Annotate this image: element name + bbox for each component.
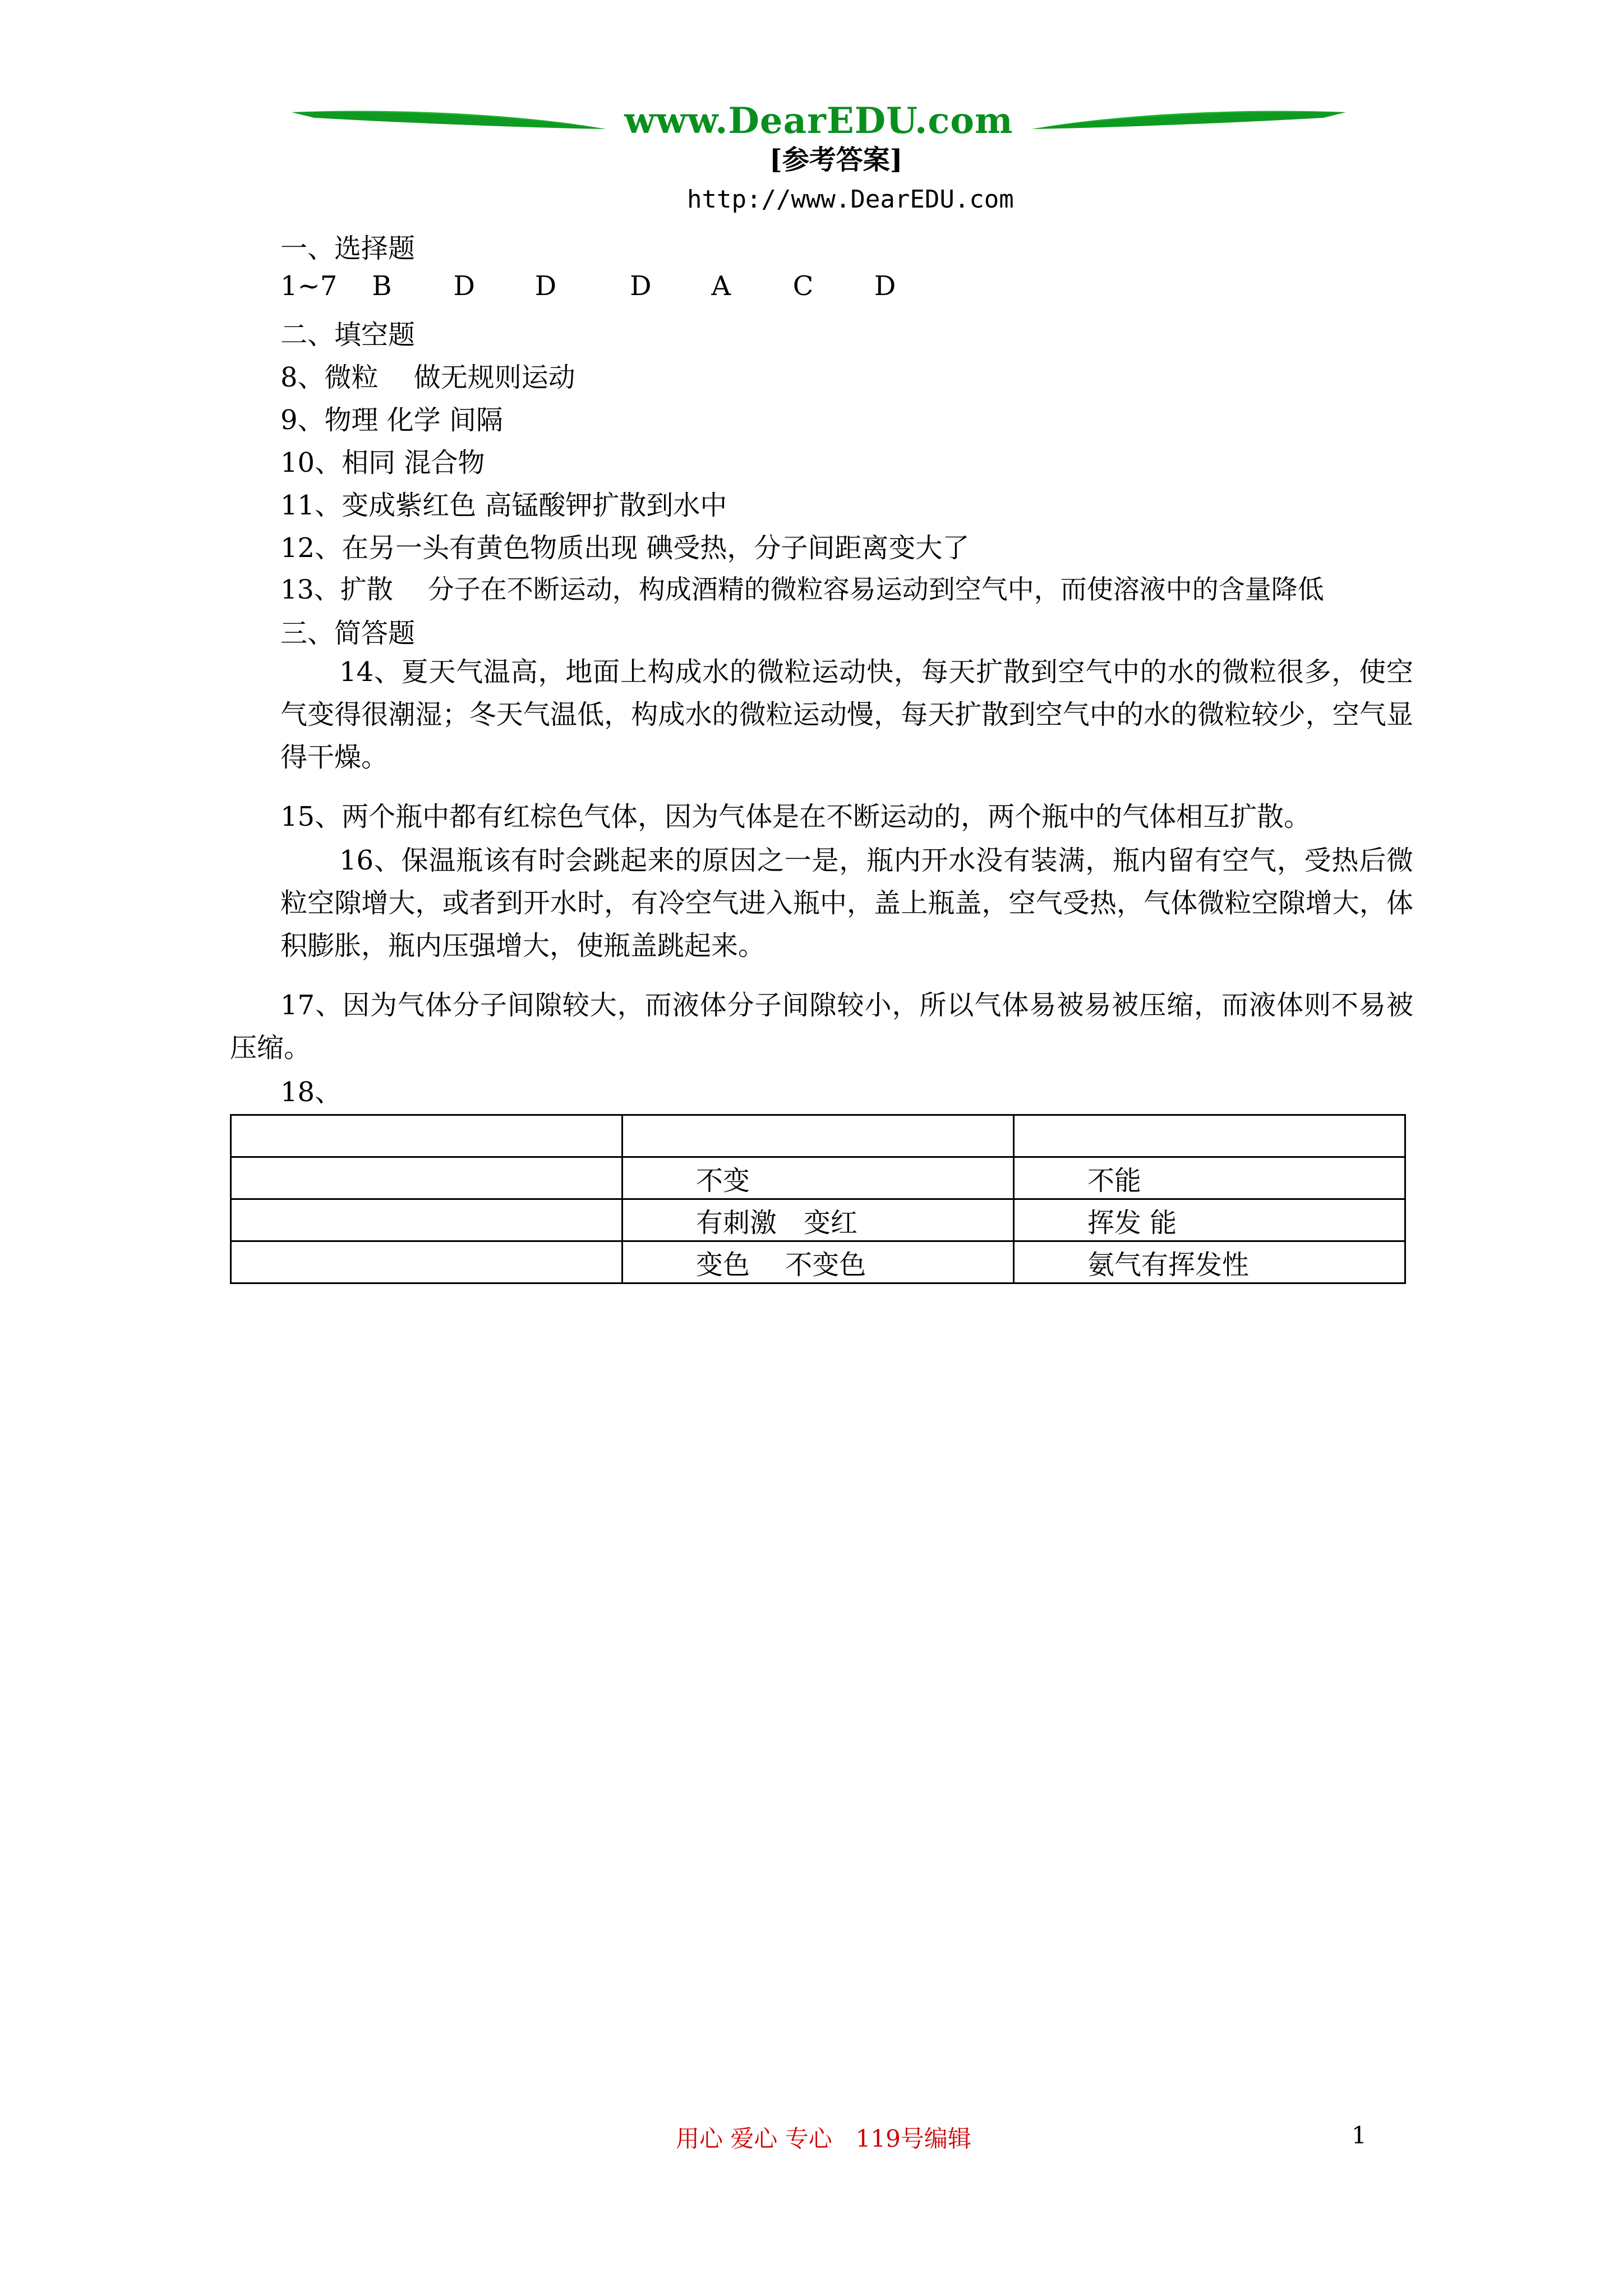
page-title: [参考答案] <box>769 144 903 176</box>
answer-15: 15、两个瓶中都有红棕色气体，因为气体是在不断运动的，两个瓶中的气体相互扩散。 <box>280 801 1311 832</box>
answer-11: 11、变成紫红色 高锰酸钾扩散到水中 <box>280 490 727 521</box>
section-heading-short: 三、简答题 <box>280 618 416 649</box>
table-row <box>231 1199 1405 1241</box>
mc-answer: A <box>711 270 731 302</box>
table-row <box>231 1157 1405 1199</box>
mc-answer: D <box>453 270 476 302</box>
mc-answer: D <box>630 270 652 302</box>
answer-table <box>230 1114 1406 1284</box>
section-heading-fill: 二、填空题 <box>280 319 416 351</box>
source-url: http://www.DearEDU.com <box>687 185 1014 214</box>
footer-text: 用心 爱心 专心 119号编辑 <box>676 2125 971 2152</box>
table-row <box>231 1115 1405 1157</box>
table-cell: 挥发 能 <box>1087 1207 1177 1239</box>
answer-12: 12、在另一头有黄色物质出现 碘受热，分子间距离变大了 <box>280 532 970 564</box>
mc-answer: B <box>372 270 392 302</box>
answer-8: 8、微粒 做无规则运动 <box>280 362 575 393</box>
answer-13: 13、扩散 分子在不断运动，构成酒精的微粒容易运动到空气中，而使溶液中的含量降低 <box>280 574 1324 605</box>
mc-answer: C <box>792 270 814 302</box>
table-row <box>231 1241 1405 1283</box>
mc-answer: D <box>534 270 557 302</box>
page-number: 1 <box>1352 2122 1367 2149</box>
answer-9: 9、物理 化学 间隔 <box>280 404 504 436</box>
mc-answer: D <box>874 270 896 302</box>
answer-17: 17、因为气体分子间隙较大，而液体分子间隙较小，所以气体易被易被压缩，而液体则不易被压缩。 <box>230 990 1413 1064</box>
answer-14: 14、夏天气温高，地面上构成水的微粒运动快，每天扩散到空气中的水的微粒很多，使空气变得很潮湿；冬天气温低，构成水的微粒运动慢，每天扩散到空气中的水的微粒较少，空气显得干燥。 <box>280 656 1413 773</box>
logo-text: www.DearEDU.com <box>624 100 1013 142</box>
table-cell: 氨气有挥发性 <box>1087 1249 1249 1281</box>
mc-answer-row <box>280 270 896 302</box>
section-heading-choice: 一、选择题 <box>280 233 416 264</box>
mc-range: 1~7 <box>280 270 338 302</box>
answer-16: 16、保温瓶该有时会跳起来的原因之一是，瓶内开水没有装满，瓶内留有空气，受热后微粒空隙增大，或者到开水时，有冷空气进入瓶中，盖上瓶盖，空气受热，气体微粒空隙增大，体积膨胀，瓶内压强增大，使瓶盖跳起来。 <box>280 845 1413 961</box>
table-cell: 不能 <box>1087 1165 1142 1197</box>
answer-10: 10、相同 混合物 <box>280 447 485 478</box>
answer-18-label: 18、 <box>280 1076 342 1108</box>
table-cell: 变色 不变色 <box>696 1249 866 1281</box>
table-cell: 有刺激 变红 <box>696 1207 858 1239</box>
table-cell: 不变 <box>696 1165 750 1197</box>
